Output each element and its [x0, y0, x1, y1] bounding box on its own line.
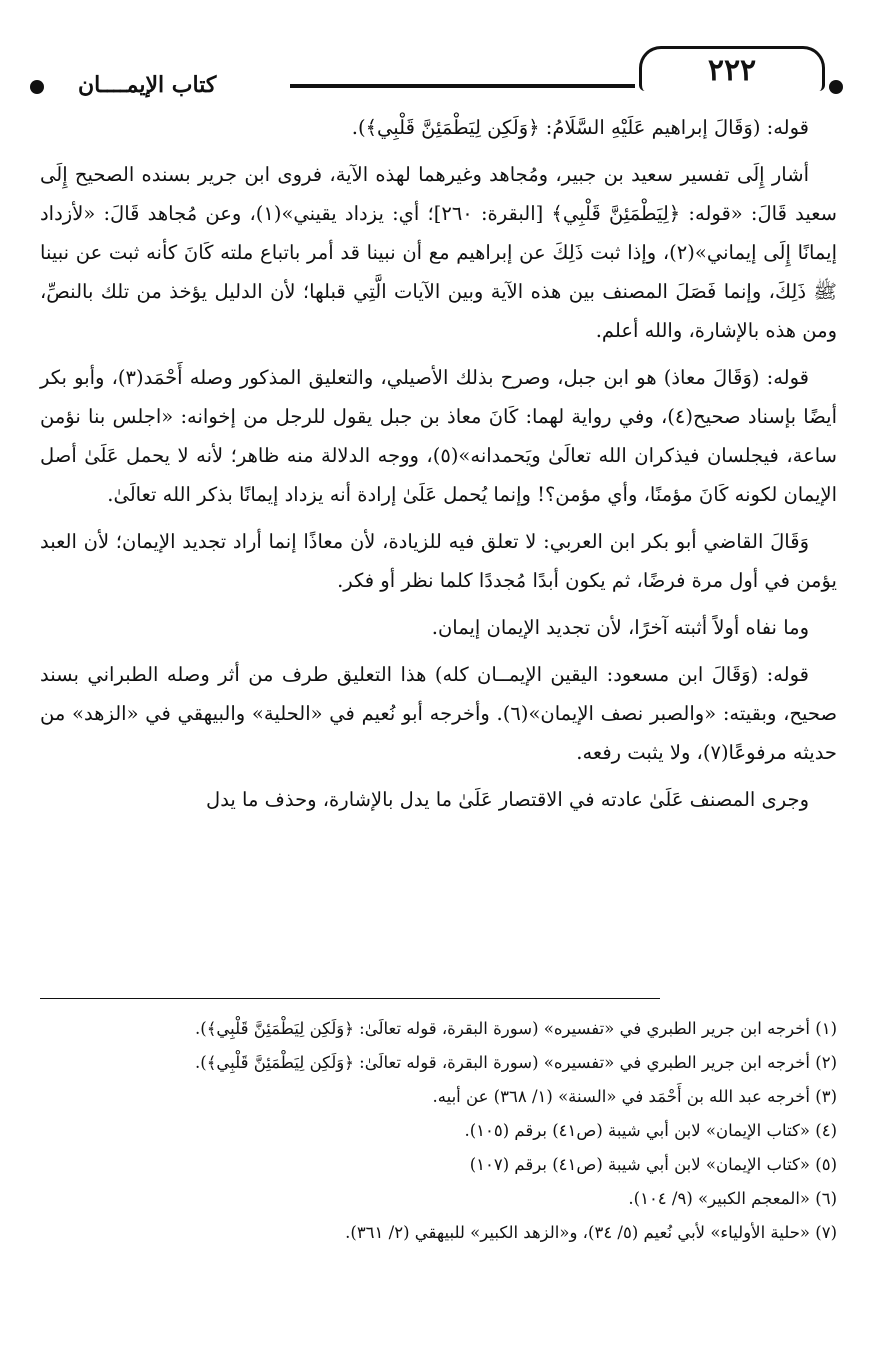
- paragraph: وما نفاه أولاً أثبته آخرًا، لأن تجديد الإيمان إيمان.: [431, 616, 809, 639]
- page-header: [30, 46, 825, 96]
- paragraph: قوله: (وَقَالَ معاذ) هو ابن جبل، وصرح بذلك الأصيلي، والتعليق المذكور وصله أَحْمَد(٣)، وأبو بكر أيضًا بإسناد صحيح(٤)، وفي رواية لهما: كَانَ معاذ بن جبل يقول للرجل من إخوانه: «اجلس بنا نؤمن ساعة، فيجلسان فيذكران الله تعالَىٰ ويَحمدانه»(٥)، ووجه الدلالة منه ظاهر؛ لأنه لا يحمل عَلَىٰ أصل الإيمان لكونه كَانَ مؤمنًا، وأي مؤمن؟! وإنما يُحمل عَلَىٰ إرادة أنه يزداد إيمانًا بذكر الله تعالَىٰ.: [40, 366, 837, 506]
- footnote: (٦) «المعجم الكبير» (٩/ ١٠٤).: [628, 1189, 837, 1208]
- footnote: (٣) أخرجه عبد الله بن أَحْمَد في «السنة» (١/ ٣٦٨) عن أبيه.: [432, 1087, 837, 1106]
- footnote-separator: [40, 998, 660, 999]
- header-left-dot: [30, 80, 44, 94]
- paragraph: قوله: (وَقَالَ إبراهيم عَلَيْهِ السَّلَامُ: ﴿وَلَكِن لِيَطْمَئِنَّ قَلْبِي﴾).: [351, 116, 809, 139]
- paragraph: أشار إِلَى تفسير سعيد بن جبير، ومُجاهد وغيرهما لهذه الآية، فروى ابن جرير بسنده الصحيح إِلَى سعيد قَالَ: «قوله: ﴿لِيَطْمَئِنَّ قَلْبِي﴾ [البقرة: ٢٦٠]؛ أي: يزداد يقيني»(١)، وعن مُجاهد قَالَ: «لأزداد إيمانًا إِلَى إيماني»(٢)، وإذا ثبت ذَلِكَ عن إبراهيم مع أن نبينا قد أمر باتباع ملته كَانَ كأنه ثبت عن نبينا ﷺ ذَلِكَ، وإنما فَصَلَ المصنف بين هذه الآية وبين الآيات الَّتِي قبلها؛ لأن الدليل يؤخذ من تلك بالنصِّ، ومن هذه بالإشارة، والله أعلم.: [40, 163, 838, 342]
- main-text: [40, 108, 837, 827]
- header-rule: [290, 84, 635, 88]
- page-number: ٢٢٢: [639, 46, 825, 91]
- footnotes: [40, 1012, 837, 1250]
- paragraph: قوله: (وَقَالَ ابن مسعود: اليقين الإيمــان كله) هذا التعليق طرف من أثر وصله الطبراني بسند صحيح، وبقيته: «والصبر نصف الإيمان»(٦). وأخرجه أبو نُعيم في «الحلية» والبيهقي في «الزهد» من حديثه مرفوعًا(٧)، ولا يثبت رفعه.: [40, 663, 838, 764]
- book-title: كتاب الإيمــــان: [78, 72, 217, 98]
- footnote: (٢) أخرجه ابن جرير الطبري في «تفسيره» (سورة البقرة، قوله تعالَىٰ: ﴿وَلَكِن لِيَطْمَئِنَّ قَلْبِي﴾).: [195, 1053, 837, 1072]
- footnote: (٥) «كتاب الإيمان» لابن أبي شيبة (ص٤١) برقم (١٠٧): [469, 1155, 837, 1174]
- footnote: (١) أخرجه ابن جرير الطبري في «تفسيره» (سورة البقرة، قوله تعالَىٰ: ﴿وَلَكِن لِيَطْمَئِنَّ قَلْبِي﴾).: [195, 1019, 837, 1038]
- footnote: (٤) «كتاب الإيمان» لابن أبي شيبة (ص٤١) برقم (١٠٥).: [464, 1121, 837, 1140]
- paragraph: وَقَالَ القاضي أبو بكر ابن العربي: لا تعلق فيه للزيادة، لأن معاذًا إنما أراد تجديد الإيمان؛ لأن العبد يؤمن في أول مرة فرضًا، ثم يكون أبدًا مُجددًا كلما نظر أو فكر.: [40, 530, 837, 592]
- paragraph: وجرى المصنف عَلَىٰ عادته في الاقتصار عَلَىٰ ما يدل بالإشارة، وحذف ما يدل: [206, 788, 809, 811]
- footnote: (٧) «حلية الأولياء» لأبي نُعيم (٥/ ٣٤)، و«الزهد الكبير» للبيهقي (٢/ ٣٦١).: [345, 1223, 837, 1242]
- header-right-dot: [829, 80, 843, 94]
